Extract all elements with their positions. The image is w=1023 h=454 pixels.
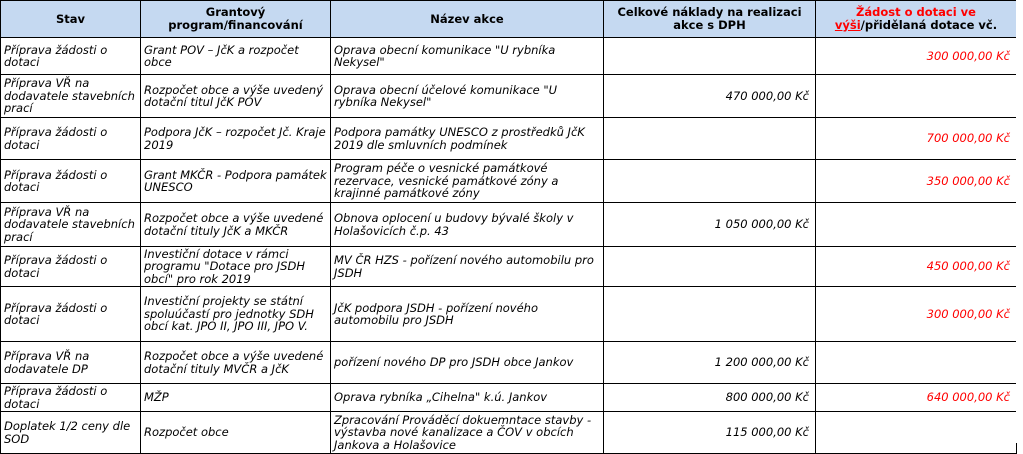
cell-zadost: 700 000,00 Kč — [816, 118, 1017, 160]
cell-program: Grant POV – JčK a rozpočet obce — [141, 38, 331, 75]
header-row — [1, 1, 1017, 38]
cell-naklady — [604, 160, 816, 203]
cell-program: Rozpočet obce a výše uvedený dotační titul JčK POV — [141, 75, 331, 118]
cell-program: Podpora JčK – rozpočet Jč. Kraje 2019 — [141, 118, 331, 160]
header-program: Grantový program/financování — [141, 1, 331, 38]
cell-nazev: Oprava obecní komunikace "U rybníka Nekysel" — [331, 38, 604, 75]
cell-zadost: 640 000,00 Kč — [816, 384, 1017, 412]
cell-zadost — [816, 412, 1017, 454]
cell-zadost — [816, 203, 1017, 247]
cell-naklady: 800 000,00 Kč — [604, 384, 816, 412]
header-zadost-red-1: Žádost o dotaci ve — [856, 5, 976, 19]
cell-naklady: 1 200 000,00 Kč — [604, 342, 816, 384]
cell-stav: Příprava žádosti o dotaci — [1, 38, 141, 75]
table-row — [1, 384, 1017, 412]
cell-zadost — [816, 75, 1017, 118]
header-stav: Stav — [1, 1, 141, 38]
cell-program: Rozpočet obce — [141, 412, 331, 454]
cell-nazev: Podpora památky UNESCO z prostředků JčK 2019 dle smluvních podmínek — [331, 118, 604, 160]
cell-zadost: 300 000,00 Kč — [816, 287, 1017, 342]
cell-zadost — [816, 342, 1017, 384]
table-row — [1, 287, 1017, 342]
cell-naklady: 115 000,00 Kč — [604, 412, 816, 454]
cell-program: Rozpočet obce a výše uvedené dotační tituly JčK a MKČR — [141, 203, 331, 247]
cell-stav: Příprava VŘ na dodavatele stavebních prací — [1, 75, 141, 118]
cell-program: MŽP — [141, 384, 331, 412]
cell-stav: Příprava VŘ na dodavatele DP — [1, 342, 141, 384]
cell-naklady — [604, 38, 816, 75]
cell-stav: Příprava žádosti o dotaci — [1, 287, 141, 342]
header-zadost — [816, 1, 1017, 38]
cell-nazev: Zpracování Prováděcí dokuemntace stavby - výstavba nové kanalizace a ČOV v obcích Jankova a Holašovice — [331, 412, 604, 454]
cell-stav: Příprava VŘ na dodavatele stavebních prací — [1, 203, 141, 247]
cell-nazev: JčK podpora JSDH - pořízení nového automobilu pro JSDH — [331, 287, 604, 342]
cell-nazev: Oprava obecní účelové komunikace "U rybníka Nekysel" — [331, 75, 604, 118]
cell-zadost: 300 000,00 Kč — [816, 38, 1017, 75]
cell-nazev: Obnova oplocení u budovy bývalé školy v Holašovicích č.p. 43 — [331, 203, 604, 247]
header-naklady: Celkové náklady na realizaci akce s DPH — [604, 1, 816, 38]
table-row — [1, 118, 1017, 160]
cell-naklady — [604, 247, 816, 287]
cell-stav: Příprava žádosti o dotaci — [1, 247, 141, 287]
table-row — [1, 247, 1017, 287]
cell-zadost: 450 000,00 Kč — [816, 247, 1017, 287]
table-row — [1, 203, 1017, 247]
cell-zadost: 350 000,00 Kč — [816, 160, 1017, 203]
cell-program: Investiční projekty se státní spoluúčastí pro jednotky SDH obcí kat. JPO II, JPO III, JPO V. — [141, 287, 331, 342]
cell-nazev: Program péče o vesnické památkové rezervace, vesnické památkové zóny a krajinné památkové zóny — [331, 160, 604, 203]
cell-program: Investiční dotace v rámci programu "Dotace pro JSDH obcí" pro rok 2019 — [141, 247, 331, 287]
table-row — [1, 75, 1017, 118]
table-row — [1, 342, 1017, 384]
cell-naklady: 470 000,00 Kč — [604, 75, 816, 118]
cell-stav: Příprava žádosti o dotaci — [1, 160, 141, 203]
header-zadost-red-2: výši — [834, 18, 861, 32]
cell-nazev: MV ČR HZS - pořízení nového automobilu pro JSDH — [331, 247, 604, 287]
cell-stav: Příprava žádosti o dotaci — [1, 118, 141, 160]
cell-naklady — [604, 287, 816, 342]
cell-program: Grant MKČR - Podpora památek UNESCO — [141, 160, 331, 203]
cell-stav: Příprava žádosti o dotaci — [1, 384, 141, 412]
cell-program: Rozpočet obce a výše uvedené dotační tituly MVČR a JčK — [141, 342, 331, 384]
header-zadost-black: /přidělaná dotace vč. — [860, 18, 998, 32]
header-nazev: Název akce — [331, 1, 604, 38]
table-body — [1, 38, 1017, 454]
table-row — [1, 412, 1017, 454]
table-row — [1, 160, 1017, 203]
cell-nazev: Oprava rybníka „Cihelna" k.ú. Jankov — [331, 384, 604, 412]
cell-stav: Doplatek 1/2 ceny dle SOD — [1, 412, 141, 454]
cell-naklady: 1 050 000,00 Kč — [604, 203, 816, 247]
cell-nazev: pořízení nového DP pro JSDH obce Jankov — [331, 342, 604, 384]
cell-naklady — [604, 118, 816, 160]
table-row — [1, 38, 1017, 75]
